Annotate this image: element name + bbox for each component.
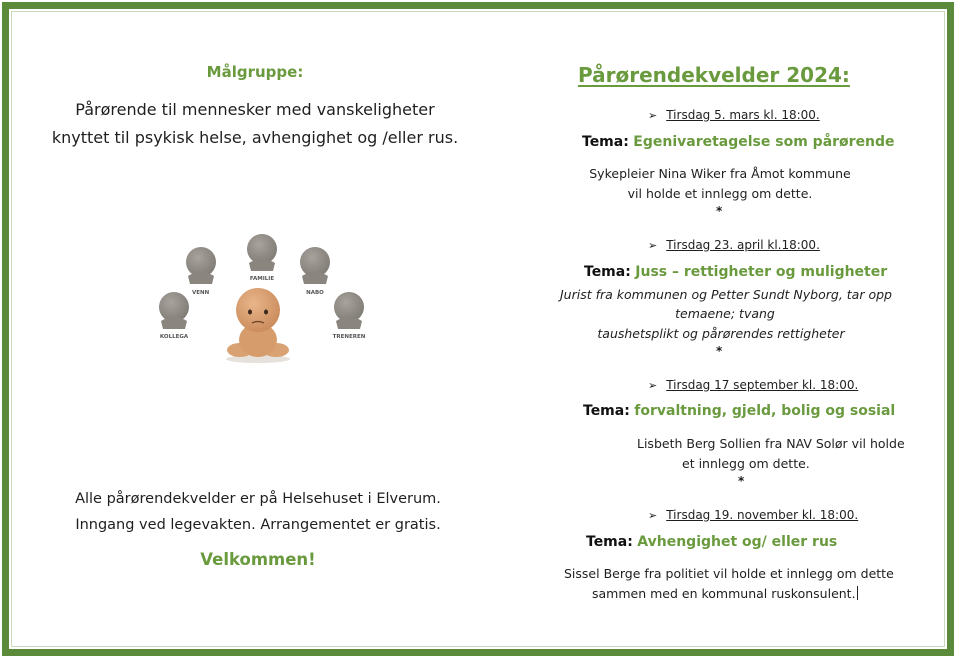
label-familie: FAMILIE [249,276,275,282]
grey-figure-familie [247,234,277,271]
event-2-desc-line-2: temaene; tvang [675,306,775,321]
event-1-desc-line-1: Sykepleier Nina Wiker fra Åmot kommune [589,166,851,181]
event-1-tema [582,134,895,150]
arrow-bullet-icon: ➢ [648,379,658,392]
event-3-desc-line-1: Lisbeth Berg Sollien fra NAV Solør vil holde [637,436,905,451]
event-1-date: Tirsdag 5. mars kl. 18:00. [666,108,820,122]
event-4-desc-line-2: sammen med en kommunal ruskonsulent. [592,586,856,601]
event-2-date: Tirsdag 23. april kl.18:00. [666,238,820,252]
event-3-date: Tirsdag 17 september kl. 18:00. [666,378,859,392]
event-1-tema-value: Egenivaretagelse som pårørende [633,134,895,150]
grey-figure-nabo [300,247,330,284]
label-nabo: NABO [306,290,324,296]
event-3-tema [583,403,895,419]
event-4-tema-value: Avhengighet og/ eller rus [637,534,838,550]
tema-label: Tema: [586,534,633,550]
events-title: Pårørendekvelder 2024: [578,63,850,87]
tema-label: Tema: [583,403,630,419]
tema-label: Tema: [584,264,631,280]
event-4-tema [586,534,837,550]
arrow-bullet-icon: ➢ [648,509,658,522]
illustration-svg [148,232,378,367]
label-venn: VENN [192,290,210,296]
event-3-date-row [648,374,858,393]
illustration-sad-figure-network [148,232,378,367]
event-3-desc-line-2: et innlegg om dette. [682,456,810,471]
label-treneren: TRENEREN [332,334,366,340]
event-1-date-row [648,104,820,123]
event-3-separator: * [738,474,745,488]
grey-figure-kollega [159,292,189,329]
target-group-line-2: knyttet til psykisk helse, avhengighet og /eller rus. [51,128,459,147]
target-group-line-1: Pårørende til mennesker med vanskeligheter [75,100,435,119]
grey-figure-venn [186,247,216,284]
target-group-heading: Målgruppe: [206,63,304,81]
event-2-tema [584,264,887,280]
event-1-desc-line-2: vil holde et innlegg om dette. [627,186,813,201]
event-2-tema-value: Juss – rettigheter og muligheter [635,264,888,280]
event-4-date-row [648,504,858,523]
info-line-1: Alle pårørendekvelder er på Helsehuset i Elverum. [75,491,441,507]
arrow-bullet-icon: ➢ [648,239,658,252]
event-2-date-row [648,234,820,253]
event-4-desc-line-2-row[interactable] [592,586,858,601]
tema-label: Tema: [582,134,629,150]
label-kollega: KOLLEGA [159,334,189,340]
event-2-desc-line-3: taushetsplikt og pårørendes rettigheter [597,326,845,341]
event-2-desc-line-1: Jurist fra kommunen og Petter Sundt Nyborg, tar opp [560,287,892,302]
welcome-text: Velkommen! [200,550,316,569]
sad-sitting-figure [226,288,290,363]
event-1-separator: * [716,204,723,218]
event-3-tema-value: forvaltning, gjeld, bolig og sosial [634,403,896,419]
info-line-2: Inngang ved legevakten. Arrangementet er gratis. [75,517,441,533]
arrow-bullet-icon: ➢ [648,109,658,122]
event-4-date: Tirsdag 19. november kl. 18:00. [666,508,859,522]
text-cursor [857,586,858,600]
event-4-desc-line-1: Sissel Berge fra politiet vil holde et innlegg om dette [564,566,894,581]
event-2-separator: * [716,344,723,358]
grey-figure-treneren [334,292,364,329]
